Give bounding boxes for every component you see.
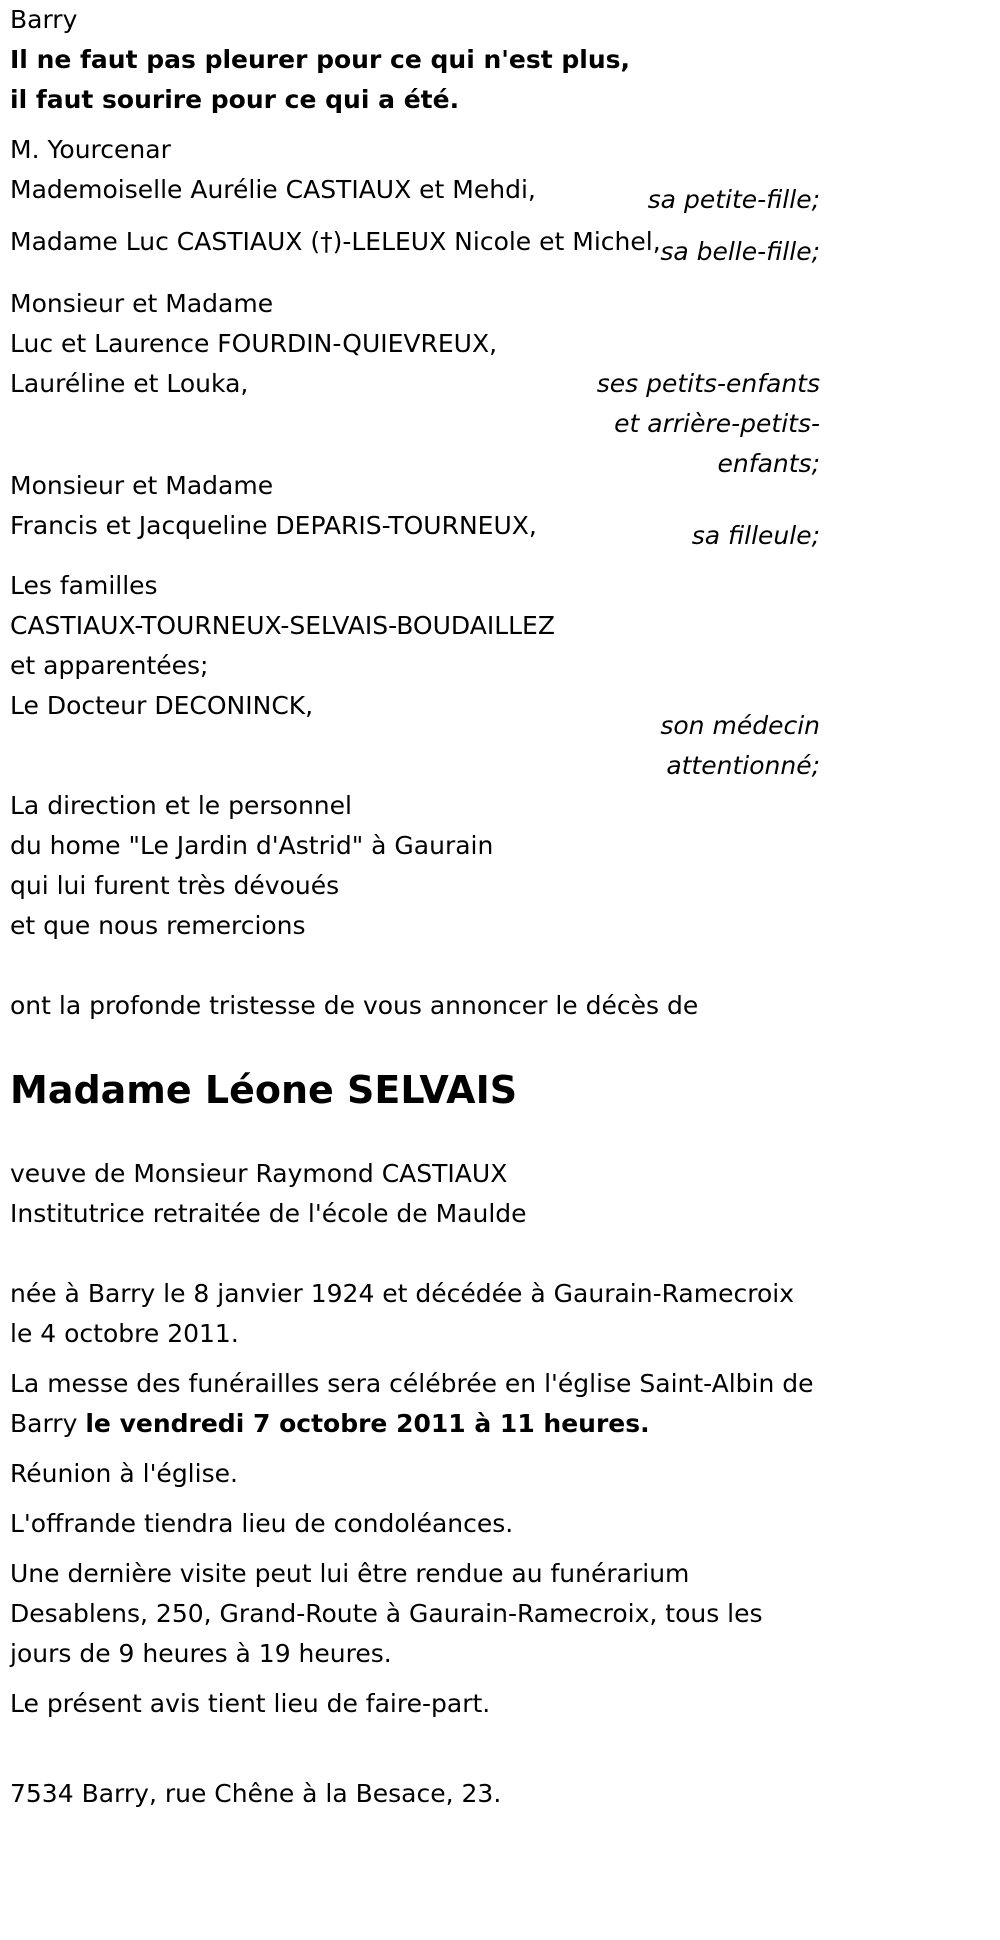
family-name-line: Lauréline et Louka,: [10, 369, 249, 398]
quote-line-2: il faut sourire pour ce qui a été.: [10, 85, 460, 114]
family-name-line: et apparentées;: [10, 651, 209, 680]
visit-text: Une dernière visite peut lui être rendue au funérarium Desablens, 250, Grand-Route à Gaurain-Ramecroix, tous les jours de 9 heures à 19 heures.: [10, 1559, 763, 1668]
family-entry-deparis: [10, 466, 820, 566]
role-line: et arrière-petits-: [614, 409, 820, 438]
deceased-name: Madame Léone SELVAIS: [10, 1068, 518, 1112]
family-name-line: du home "Le Jardin d'Astrid" à Gaurain: [10, 831, 494, 860]
role-line: sa filleule;: [691, 521, 820, 550]
role-line: sa petite-fille;: [647, 185, 820, 214]
role-line: enfants;: [717, 449, 820, 478]
notice-text: Le présent avis tient lieu de faire-part.: [10, 1689, 491, 1718]
role-line: sa belle-fille;: [660, 237, 820, 266]
deceased-profession: Institutrice retraitée de l'école de Maulde: [10, 1199, 527, 1228]
family-name-line: Monsieur et Madame: [10, 289, 274, 318]
family-role: [648, 180, 820, 220]
role-line: son médecin: [660, 711, 820, 740]
address-text: 7534 Barry, rue Chêne à la Besace, 23.: [10, 1779, 502, 1808]
family-name-line: Luc et Laurence FOURDIN-QUIEVREUX,: [10, 329, 498, 358]
family-entry-fourdin: [10, 284, 820, 478]
family-role: [692, 516, 820, 556]
birth-death-text: née à Barry le 8 janvier 1924 et décédée à Gaurain-Ramecroix le 4 octobre 2011.: [10, 1279, 794, 1348]
place-name: Barry: [10, 5, 78, 34]
deceased-spouse: veuve de Monsieur Raymond CASTIAUX: [10, 1159, 508, 1188]
announcement-text: ont la profonde tristesse de vous annoncer le décès de: [10, 991, 699, 1020]
family-name-line: Mademoiselle Aurélie CASTIAUX et Mehdi,: [10, 175, 536, 204]
family-name-line: Les familles: [10, 571, 158, 600]
family-name-line: La direction et le personnel: [10, 791, 352, 820]
role-line: ses petits-enfants: [596, 369, 820, 398]
family-name-line: Francis et Jacqueline DEPARIS-TOURNEUX,: [10, 511, 537, 540]
family-name-line: qui lui furent très dévoués: [10, 871, 340, 900]
role-line: attentionné;: [666, 751, 820, 780]
quote-author: M. Yourcenar: [10, 135, 171, 164]
family-name-line: Madame Luc CASTIAUX (†)-LELEUX Nicole et Michel,: [10, 227, 661, 256]
family-entry-families: [10, 566, 820, 786]
family-role: [660, 232, 820, 272]
family-name-line: et que nous remercions: [10, 911, 306, 940]
meeting-text: Réunion à l'église.: [10, 1459, 238, 1488]
family-name-line: CASTIAUX-TOURNEUX-SELVAIS-BOUDAILLEZ: [10, 611, 555, 640]
family-name-line: Monsieur et Madame: [10, 471, 274, 500]
family-entry-home: [10, 786, 820, 946]
offering-text: L'offrande tiendra lieu de condoléances.: [10, 1509, 514, 1538]
family-role: [660, 706, 820, 786]
family-entry-luc: [10, 222, 820, 284]
mass-paragraph: [10, 1364, 820, 1444]
quote-line-1: Il ne faut pas pleurer pour ce qui n'est plus,: [10, 45, 631, 74]
family-name-line: Le Docteur DECONINCK,: [10, 691, 314, 720]
family-entry-aurelie: [10, 170, 820, 222]
mass-date: le vendredi 7 octobre 2011 à 11 heures.: [85, 1409, 650, 1438]
mass-text: La messe des funérailles sera célébrée en l'église Saint-Albin de Barry: [10, 1369, 814, 1438]
